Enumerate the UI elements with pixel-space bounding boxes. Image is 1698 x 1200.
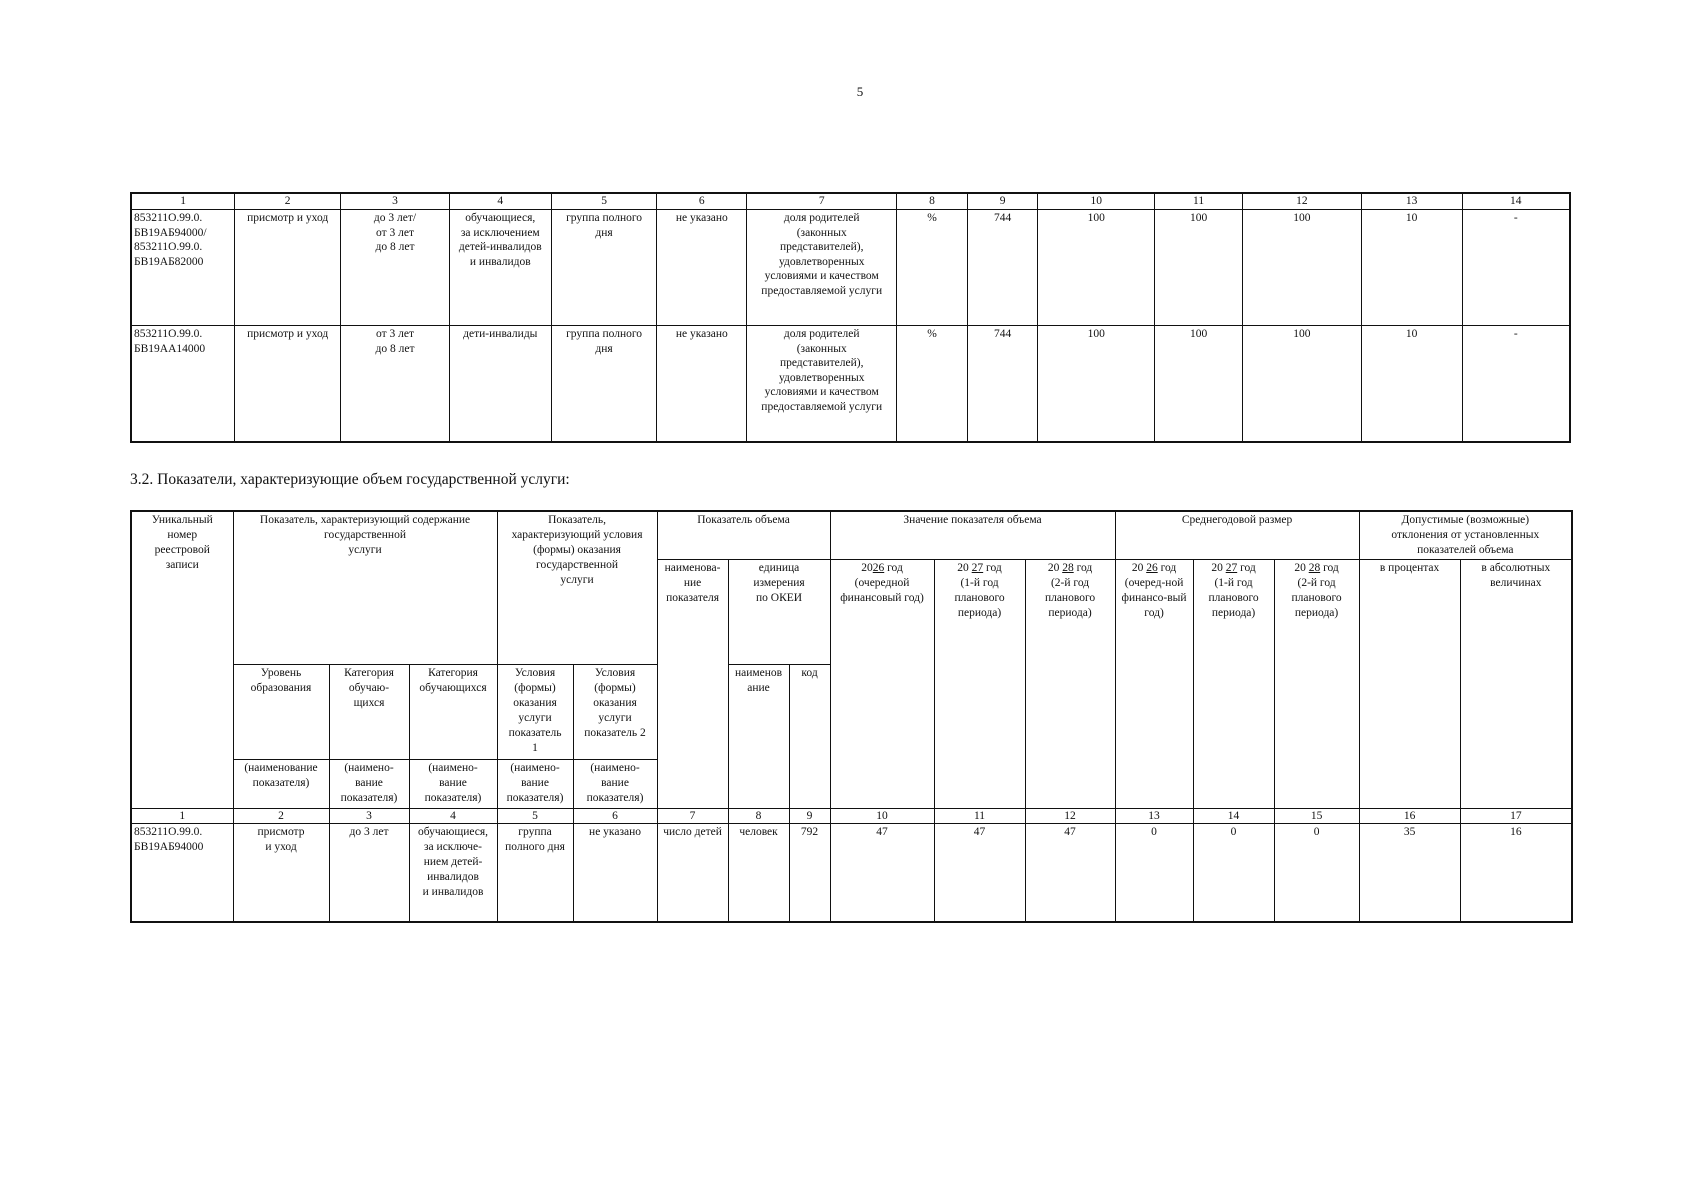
table-row: [131, 210, 1570, 326]
category-cell: дети-инвалиды: [449, 326, 551, 443]
deviation-percent-cell: 10: [1361, 326, 1462, 443]
indicator-name-cell: доля родителей (законных представителей), удовлетворенных условиями и качеством предоставляемой услуги: [747, 210, 897, 326]
column-number: 2: [233, 809, 329, 824]
conditions-cell: группа полного дня: [497, 824, 573, 923]
okei-code-cell: 744: [967, 210, 1038, 326]
param-cell: не указано: [657, 210, 747, 326]
column-number: 4: [409, 809, 497, 824]
column-number: 13: [1361, 193, 1462, 210]
value-year2-cell: 100: [1155, 210, 1243, 326]
deviation-percent-cell: 10: [1361, 210, 1462, 326]
average-size-header: Среднегодовой размер: [1115, 511, 1359, 560]
age-cell: до 3 лет: [329, 824, 409, 923]
column-number: 8: [728, 809, 789, 824]
category-cell: обучающиеся, за исключе- нием детей- инвалидов и инвалидов: [409, 824, 497, 923]
average-year2-header: 20 27 год (1-й год планового периода): [1193, 560, 1274, 809]
column-number: 10: [830, 809, 934, 824]
unit-cell: %: [897, 210, 968, 326]
column-number: 1: [131, 809, 233, 824]
volume-name-header: наименова- ние показателя: [657, 560, 728, 809]
average-year3-cell: 0: [1274, 824, 1359, 923]
service-content-cell: присмотр и уход: [233, 824, 329, 923]
unit-cell: %: [897, 326, 968, 443]
volume-unit-header: единица измерения по ОКЕИ: [728, 560, 830, 665]
age-cell: от 3 лет до 8 лет: [341, 326, 450, 443]
column-number: 10: [1038, 193, 1155, 210]
column-number-row: [131, 193, 1570, 210]
value-year2-cell: 100: [1155, 326, 1243, 443]
deviation-absolute-cell: -: [1462, 326, 1570, 443]
param-cell: не указано: [573, 824, 657, 923]
average-year3-header: 20 28 год (2-й год планового периода): [1274, 560, 1359, 809]
table-row: [131, 824, 1572, 923]
column-number: 3: [329, 809, 409, 824]
volume-indicator-header: Показатель объема: [657, 511, 830, 560]
allowed-deviation-header: Допустимые (возможные) отклонения от установленных показателей объема: [1359, 511, 1572, 560]
registry-number-cell: 853211О.99.0. БВ19АА14000: [131, 326, 235, 443]
column-number: 9: [967, 193, 1038, 210]
registry-number-cell: 853211О.99.0. БВ19АБ94000/ 853211О.99.0. БВ19АБ82000: [131, 210, 235, 326]
volume-name-cell: число детей: [657, 824, 728, 923]
column-number: 1: [131, 193, 235, 210]
deviation-absolute-cell: 16: [1460, 824, 1572, 923]
column-number: 3: [341, 193, 450, 210]
column-number: 7: [747, 193, 897, 210]
category-cell: обучающиеся, за исключением детей-инвалидов и инвалидов: [449, 210, 551, 326]
condition-subheader: Условия (формы) оказания услуги показатель 1: [497, 665, 573, 760]
column-number: 15: [1274, 809, 1359, 824]
indicator-name-subheader: (наимено- вание показателя): [329, 760, 409, 809]
conditions-indicator-header: Показатель, характеризующий условия (формы) оказания государственной услуги: [497, 511, 657, 665]
indicator-name-subheader: (наименование показателя): [233, 760, 329, 809]
value-year3-cell: 100: [1242, 326, 1361, 443]
indicator-name-subheader: (наимено- вание показателя): [573, 760, 657, 809]
unit-name-cell: человек: [728, 824, 789, 923]
deviation-absolute-header: в абсолютных величинах: [1460, 560, 1572, 809]
column-number: 7: [657, 809, 728, 824]
column-number: 13: [1115, 809, 1193, 824]
service-content-cell: присмотр и уход: [235, 210, 341, 326]
student-category-subheader: Категория обучаю- щихся: [329, 665, 409, 760]
column-number: 8: [897, 193, 968, 210]
column-number: 11: [1155, 193, 1243, 210]
registry-number-cell: 853211О.99.0. БВ19АБ94000: [131, 824, 233, 923]
unit-code-subheader: код: [789, 665, 830, 809]
value-year3-cell: 47: [1025, 824, 1115, 923]
conditions-cell: группа полного дня: [551, 326, 657, 443]
page-number: 5: [856, 84, 864, 99]
table-row: [131, 326, 1570, 443]
column-number: 6: [657, 193, 747, 210]
average-year1-header: 20 26 год (очеред-ной финансо-вый год): [1115, 560, 1193, 809]
column-number-row: [131, 809, 1572, 824]
column-number: 5: [497, 809, 573, 824]
average-year1-cell: 0: [1115, 824, 1193, 923]
student-category-subheader: Категория обучающихся: [409, 665, 497, 760]
content-indicator-header: Показатель, характеризующий содержание государственной услуги: [233, 511, 497, 665]
column-number: 12: [1242, 193, 1361, 210]
param-cell: не указано: [657, 326, 747, 443]
service-content-cell: присмотр и уход: [235, 326, 341, 443]
column-number: 16: [1359, 809, 1460, 824]
quality-indicators-table: [130, 192, 1571, 443]
column-number: 2: [235, 193, 341, 210]
column-number: 14: [1193, 809, 1274, 824]
value-year3-cell: 100: [1242, 210, 1361, 326]
indicator-name-subheader: (наимено- вание показателя): [409, 760, 497, 809]
column-number: 5: [551, 193, 657, 210]
average-year2-cell: 0: [1193, 824, 1274, 923]
header-row: [131, 511, 1572, 560]
deviation-absolute-cell: -: [1462, 210, 1570, 326]
value-year1-cell: 100: [1038, 326, 1155, 443]
age-cell: до 3 лет/ от 3 лет до 8 лет: [341, 210, 450, 326]
deviation-percent-header: в процентах: [1359, 560, 1460, 809]
deviation-percent-cell: 35: [1359, 824, 1460, 923]
column-number: 11: [934, 809, 1025, 824]
volume-value-header: Значение показателя объема: [830, 511, 1115, 560]
column-number: 12: [1025, 809, 1115, 824]
unit-code-cell: 792: [789, 824, 830, 923]
value-year1-header: 2026 год (очередной финансовый год): [830, 560, 934, 809]
okei-code-cell: 744: [967, 326, 1038, 443]
column-number: 9: [789, 809, 830, 824]
condition-subheader: Условия (формы) оказания услуги показатель 2: [573, 665, 657, 760]
education-level-subheader: Уровень образования: [233, 665, 329, 760]
value-year3-header: 20 28 год (2-й год планового периода): [1025, 560, 1115, 809]
value-year2-cell: 47: [934, 824, 1025, 923]
column-number: 14: [1462, 193, 1570, 210]
value-year1-cell: 47: [830, 824, 934, 923]
volume-indicators-table: [130, 510, 1573, 923]
section-heading: 3.2. Показатели, характеризующие объем государственной услуги:: [130, 471, 570, 488]
column-number: 4: [449, 193, 551, 210]
column-number: 6: [573, 809, 657, 824]
value-year2-header: 20 27 год (1-й год планового периода): [934, 560, 1025, 809]
indicator-name-subheader: (наимено- вание показателя): [497, 760, 573, 809]
unit-name-subheader: наименов ание: [728, 665, 789, 809]
conditions-cell: группа полного дня: [551, 210, 657, 326]
column-number: 17: [1460, 809, 1572, 824]
value-year1-cell: 100: [1038, 210, 1155, 326]
indicator-name-cell: доля родителей (законных представителей), удовлетворенных условиями и качеством предоставляемой услуги: [747, 326, 897, 443]
registry-number-header: Уникальный номер реестровой записи: [131, 511, 233, 809]
